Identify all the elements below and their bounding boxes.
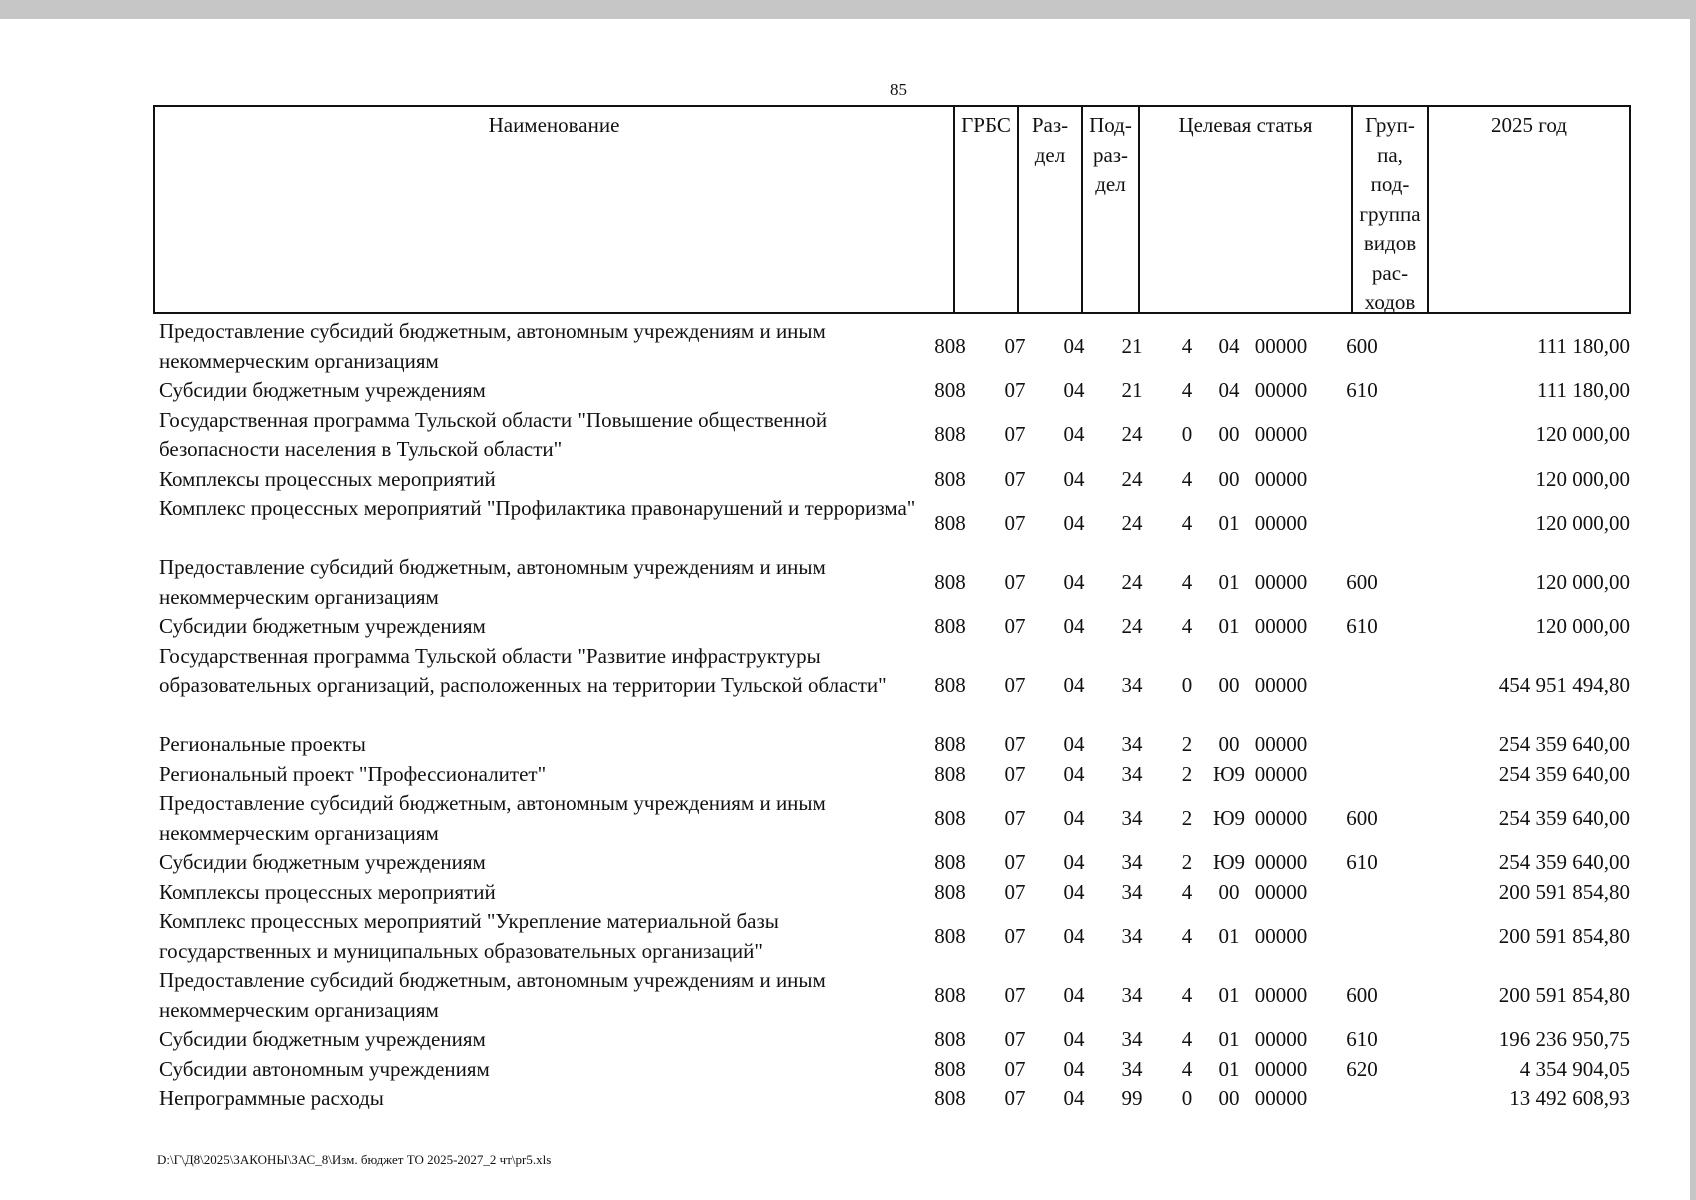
cell-podrazdel: 04: [1063, 510, 1085, 535]
row-name: Комплексы процессных мероприятий: [159, 879, 496, 904]
cell-cs3: 01: [1218, 614, 1240, 638]
cell-cs4: 00000: [1254, 732, 1308, 756]
cell-cs2: 4: [1181, 879, 1193, 904]
cell-cs1: 34: [1121, 1027, 1143, 1051]
cell-cs2: 2: [1181, 732, 1193, 756]
cell-amount: 254 359 640,00: [1498, 850, 1630, 874]
row-name: Предоставление субсидий бюджетным, автономным учреждениям и иным некоммерческим организациям: [159, 968, 826, 1022]
cell-podrazdel: 04: [1063, 422, 1085, 447]
cell-grbs: 808: [934, 732, 966, 756]
cell-grbs: 808: [934, 879, 966, 904]
cell-amount: 196 236 950,75: [1498, 1027, 1630, 1051]
header-year: 2025 год: [1491, 113, 1567, 137]
cell-grbs: 808: [934, 1056, 966, 1081]
cell-cs3: 00: [1218, 879, 1240, 904]
cell-cs3: 04: [1218, 378, 1240, 402]
row-name: Субсидии бюджетным учреждениям: [159, 1027, 486, 1051]
cell-cs1: 24: [1121, 614, 1143, 638]
cell-cs4: 00000: [1254, 378, 1308, 402]
cell-cs3: 04: [1218, 333, 1240, 358]
table-row: [0, 907, 1696, 966]
cell-razdel: 07: [1004, 510, 1026, 535]
cell-cs2: 0: [1181, 422, 1193, 447]
table-row: [0, 1084, 1696, 1114]
cell-cs3: Ю9: [1212, 805, 1246, 830]
row-name: Комплекс процессных мероприятий "Укрепление материальной базы государственных и муниципальных образовательных организаций": [159, 909, 779, 963]
cell-group: 600: [1346, 333, 1378, 358]
cell-cs1: 24: [1121, 510, 1143, 535]
table-row: [0, 553, 1696, 612]
cell-razdel: 07: [1004, 1086, 1026, 1110]
cell-razdel: 07: [1004, 378, 1026, 402]
cell-razdel: 07: [1004, 732, 1026, 756]
cell-cs2: 4: [1181, 982, 1193, 1007]
row-name: Субсидии бюджетным учреждениям: [159, 850, 486, 874]
row-name: Государственная программа Тульской области "Развитие инфраструктуры образовательных организаций, расположенных на территории Тульской области": [159, 643, 887, 697]
table-row: [0, 612, 1696, 642]
cell-cs4: 00000: [1254, 1086, 1308, 1110]
cell-podrazdel: 04: [1063, 923, 1085, 948]
cell-podrazdel: 04: [1063, 982, 1085, 1007]
cell-grbs: 808: [934, 378, 966, 402]
cell-cs4: 00000: [1254, 422, 1308, 447]
cell-grbs: 808: [934, 850, 966, 874]
cell-cs3: 00: [1218, 1086, 1240, 1110]
cell-cs1: 34: [1121, 732, 1143, 756]
cell-amount: 120 000,00: [1535, 466, 1630, 491]
cell-amount: 13 492 608,93: [1509, 1086, 1630, 1110]
cell-podrazdel: 04: [1063, 1027, 1085, 1051]
cell-grbs: 808: [934, 466, 966, 491]
cell-cs4: 00000: [1254, 805, 1308, 830]
cell-cs1: 34: [1121, 879, 1143, 904]
table-row: [0, 789, 1696, 848]
cell-razdel: 07: [1004, 850, 1026, 874]
file-path-footer: D:\Г\Д8\2025\ЗАКОНЫ\ЗАС_8\Изм. бюджет ТО 2025-2027_2 чт\pr5.xls: [157, 1152, 552, 1167]
cell-cs3: Ю9: [1212, 761, 1246, 786]
cell-cs4: 00000: [1254, 333, 1308, 358]
cell-podrazdel: 04: [1063, 378, 1085, 402]
table-row: [0, 1055, 1696, 1085]
cell-podrazdel: 04: [1063, 761, 1085, 786]
table-row: [0, 494, 1696, 553]
cell-grbs: 808: [934, 510, 966, 535]
cell-podrazdel: 04: [1063, 1056, 1085, 1081]
cell-cs3: 00: [1218, 673, 1240, 697]
cell-razdel: 07: [1004, 923, 1026, 948]
cell-cs1: 99: [1121, 1086, 1143, 1110]
cell-amount: 254 359 640,00: [1498, 761, 1630, 786]
cell-grbs: 808: [934, 1027, 966, 1051]
table-row: [0, 1025, 1696, 1055]
row-name: Субсидии автономным учреждениям: [159, 1056, 490, 1081]
table-row: [0, 848, 1696, 878]
cell-grbs: 808: [934, 923, 966, 948]
cell-cs1: 34: [1121, 1056, 1143, 1081]
cell-cs1: 21: [1121, 378, 1143, 402]
cell-cs1: 34: [1121, 923, 1143, 948]
cell-cs2: 4: [1181, 466, 1193, 491]
table-row: [0, 317, 1696, 376]
table-row: [0, 730, 1696, 760]
cell-razdel: 07: [1004, 805, 1026, 830]
cell-amount: 200 591 854,80: [1498, 879, 1630, 904]
cell-cs3: Ю9: [1212, 850, 1246, 874]
row-name: Комплексы процессных мероприятий: [159, 466, 496, 491]
cell-razdel: 07: [1004, 1027, 1026, 1051]
cell-cs3: 01: [1218, 569, 1240, 594]
cell-cs2: 4: [1181, 378, 1193, 402]
cell-grbs: 808: [934, 982, 966, 1007]
cell-cs4: 00000: [1254, 466, 1308, 491]
cell-razdel: 07: [1004, 569, 1026, 594]
cell-amount: 120 000,00: [1535, 569, 1630, 594]
cell-cs4: 00000: [1254, 510, 1308, 535]
cell-cs3: 01: [1218, 923, 1240, 948]
cell-amount: 200 591 854,80: [1498, 982, 1630, 1007]
cell-group: 610: [1346, 378, 1378, 402]
cell-podrazdel: 04: [1063, 879, 1085, 904]
table-header: [153, 105, 1631, 314]
cell-cs3: 00: [1218, 466, 1240, 491]
cell-cs2: 4: [1181, 1027, 1193, 1051]
cell-cs1: 34: [1121, 982, 1143, 1007]
cell-razdel: 07: [1004, 673, 1026, 697]
table-row: [0, 760, 1696, 790]
row-name: Государственная программа Тульской области "Повышение общественной безопасности населения в Тульской области": [159, 407, 828, 461]
cell-cs4: 00000: [1254, 1027, 1308, 1051]
cell-razdel: 07: [1004, 1056, 1026, 1081]
cell-group: 620: [1346, 1056, 1378, 1081]
cell-group: 610: [1346, 1027, 1378, 1051]
cell-cs3: 00: [1218, 732, 1240, 756]
cell-cs3: 01: [1218, 510, 1240, 535]
cell-grbs: 808: [934, 569, 966, 594]
header-group: Груп- па, под- группа видов рас- ходов: [1359, 113, 1421, 314]
cell-cs2: 4: [1181, 1056, 1193, 1081]
cell-grbs: 808: [934, 761, 966, 786]
cell-podrazdel: 04: [1063, 333, 1085, 358]
cell-cs1: 21: [1121, 333, 1143, 358]
row-name: Региональные проекты: [159, 732, 366, 756]
cell-cs3: 01: [1218, 982, 1240, 1007]
row-name: Региональный проект "Профессионалитет": [159, 761, 547, 786]
cell-grbs: 808: [934, 673, 966, 697]
cell-amount: 120 000,00: [1535, 614, 1630, 638]
cell-group: 610: [1346, 614, 1378, 638]
cell-cs3: 00: [1218, 422, 1240, 447]
cell-razdel: 07: [1004, 982, 1026, 1007]
cell-razdel: 07: [1004, 614, 1026, 638]
table-row: [0, 465, 1696, 495]
cell-cs2: 4: [1181, 333, 1193, 358]
cell-cs4: 00000: [1254, 1056, 1308, 1081]
cell-cs2: 2: [1181, 850, 1193, 874]
table-row: [0, 376, 1696, 406]
row-name: Предоставление субсидий бюджетным, автономным учреждениям и иным некоммерческим организациям: [159, 791, 826, 845]
cell-razdel: 07: [1004, 466, 1026, 491]
cell-amount: 454 951 494,80: [1498, 673, 1630, 697]
cell-cs1: 34: [1121, 850, 1143, 874]
cell-cs2: 0: [1181, 673, 1193, 697]
cell-cs2: 0: [1181, 1086, 1193, 1110]
cell-cs1: 34: [1121, 761, 1143, 786]
cell-amount: 120 000,00: [1535, 510, 1630, 535]
cell-razdel: 07: [1004, 333, 1026, 358]
row-name: Субсидии бюджетным учреждениям: [159, 378, 486, 402]
cell-cs2: 4: [1181, 569, 1193, 594]
header-target: Целевая статья: [1178, 113, 1313, 137]
cell-razdel: 07: [1004, 879, 1026, 904]
cell-cs2: 4: [1181, 923, 1193, 948]
scan-top-border: [0, 0, 1696, 19]
row-name: Субсидии бюджетным учреждениям: [159, 614, 486, 638]
cell-podrazdel: 04: [1063, 732, 1085, 756]
cell-cs1: 34: [1121, 805, 1143, 830]
cell-podrazdel: 04: [1063, 466, 1085, 491]
cell-cs2: 4: [1181, 614, 1193, 638]
header-grbs: ГРБС: [961, 113, 1011, 137]
cell-razdel: 07: [1004, 761, 1026, 786]
cell-amount: 120 000,00: [1535, 422, 1630, 447]
cell-cs4: 00000: [1254, 879, 1308, 904]
cell-amount: 4 354 904,05: [1519, 1056, 1630, 1081]
cell-cs4: 00000: [1254, 614, 1308, 638]
cell-grbs: 808: [934, 1086, 966, 1110]
cell-cs3: 01: [1218, 1027, 1240, 1051]
cell-cs1: 24: [1121, 422, 1143, 447]
table-row: [0, 642, 1696, 731]
cell-cs4: 00000: [1254, 761, 1308, 786]
cell-razdel: 07: [1004, 422, 1026, 447]
header-razdel: Раз- дел: [1031, 113, 1069, 167]
cell-cs4: 00000: [1254, 982, 1308, 1007]
cell-cs1: 24: [1121, 466, 1143, 491]
cell-cs3: 01: [1218, 1056, 1240, 1081]
table-row: [0, 966, 1696, 1025]
cell-cs4: 00000: [1254, 673, 1308, 697]
cell-cs4: 00000: [1254, 923, 1308, 948]
cell-grbs: 808: [934, 333, 966, 358]
cell-cs2: 2: [1181, 761, 1193, 786]
table-row: [0, 406, 1696, 465]
cell-podrazdel: 04: [1063, 850, 1085, 874]
row-name: Предоставление субсидий бюджетным, автономным учреждениям и иным некоммерческим организациям: [159, 319, 826, 373]
row-name: Комплекс процессных мероприятий "Профилактика правонарушений и терроризма": [159, 496, 916, 520]
cell-cs4: 00000: [1254, 569, 1308, 594]
table-row: [0, 878, 1696, 908]
cell-amount: 200 591 854,80: [1498, 923, 1630, 948]
cell-group: 600: [1346, 569, 1378, 594]
header-name: Наименование: [488, 113, 620, 137]
header-podrazdel: Под- раз- дел: [1089, 113, 1132, 196]
cell-grbs: 808: [934, 805, 966, 830]
cell-group: 600: [1346, 805, 1378, 830]
cell-podrazdel: 04: [1063, 1086, 1085, 1110]
cell-grbs: 808: [934, 422, 966, 447]
cell-grbs: 808: [934, 614, 966, 638]
cell-cs2: 4: [1181, 510, 1193, 535]
cell-cs1: 24: [1121, 569, 1143, 594]
cell-cs4: 00000: [1254, 850, 1308, 874]
cell-group: 600: [1346, 982, 1378, 1007]
cell-amount: 254 359 640,00: [1498, 732, 1630, 756]
row-name: Предоставление субсидий бюджетным, автономным учреждениям и иным некоммерческим организациям: [159, 555, 826, 609]
cell-podrazdel: 04: [1063, 805, 1085, 830]
cell-group: 610: [1346, 850, 1378, 874]
cell-cs2: 2: [1181, 805, 1193, 830]
cell-podrazdel: 04: [1063, 673, 1085, 697]
cell-amount: 111 180,00: [1537, 378, 1630, 402]
page-number: 85: [890, 80, 907, 99]
cell-amount: 254 359 640,00: [1498, 805, 1630, 830]
cell-podrazdel: 04: [1063, 569, 1085, 594]
row-name: Непрограммные расходы: [159, 1086, 384, 1110]
cell-podrazdel: 04: [1063, 614, 1085, 638]
cell-cs1: 34: [1121, 673, 1143, 697]
cell-amount: 111 180,00: [1537, 333, 1630, 358]
